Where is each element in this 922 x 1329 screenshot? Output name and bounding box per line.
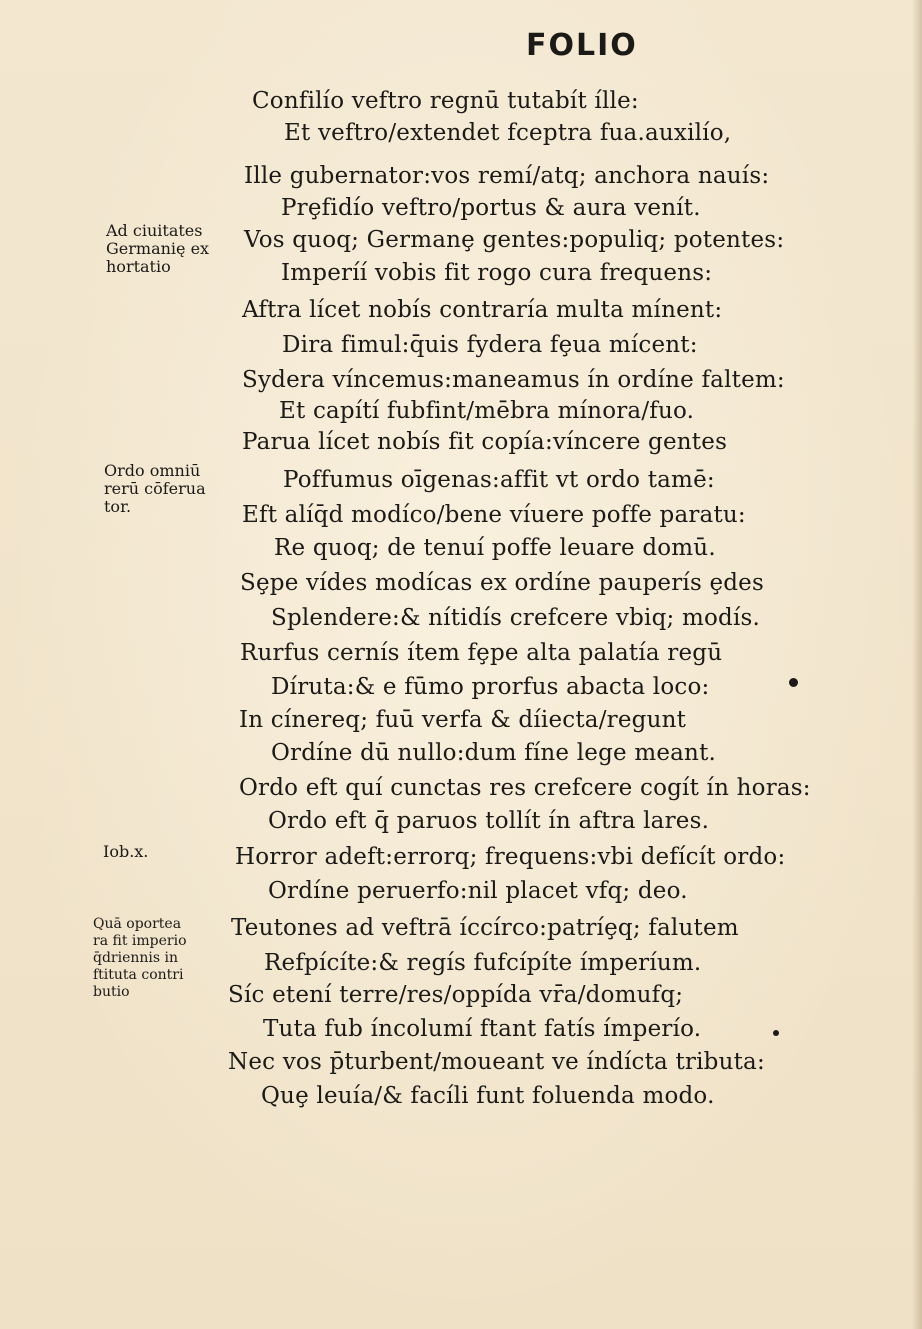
marginal-note-line: butio	[93, 984, 130, 1000]
verse-line-20: Ordíne dū nullo:dum fíne lege meant.	[271, 740, 717, 766]
verse-line-15: Sȩpe vídes modícas ex ordíne pauperís ȩdes	[240, 570, 765, 596]
verse-line-3: Ille gubernator:vos remí/atq; anchora nauís:	[244, 163, 770, 189]
verse-line-29: Nec vos p̄turbent/moueant ve índícta tributa:	[228, 1049, 765, 1075]
marginal-note-line: Quā oportea	[93, 916, 182, 932]
verse-line-9: Sydera víncemus:maneamus ín ordíne faltem:	[242, 367, 785, 393]
verse-line-30: Quȩ leuía/& facíli funt foluenda modo.	[261, 1083, 715, 1109]
verse-line-25: Teutones ad veftrā íccírco:patríȩq; falutem	[231, 915, 739, 941]
verse-line-8: Dira fimul:q̄uis fydera fȩua mícent:	[282, 332, 698, 358]
marginal-note-line: hortatio	[106, 257, 171, 276]
marginal-note-line: tor.	[104, 497, 132, 516]
verse-line-4: Prȩfidío veftro/portus & aura venít.	[281, 195, 701, 221]
ink-spot-mark	[789, 678, 798, 687]
verse-line-27: Síc etení terre/res/oppída vr̄a/domufq;	[228, 982, 684, 1008]
verse-line-19: In cínereq; fuū verfa & díiecta/regunt	[239, 707, 687, 733]
ink-spot-mark	[773, 1030, 779, 1036]
page-edge-shadow	[912, 0, 922, 1329]
verse-line-13: Eft alíq̄d modíco/bene víuere poffe paratu:	[242, 502, 746, 528]
verse-line-22: Ordo eft q̄ paruos tollít ín aftra lares.	[268, 808, 710, 834]
verse-line-11: Parua lícet nobís fit copía:víncere gentes	[242, 429, 728, 455]
marginal-note-line: ftituta contri	[93, 967, 184, 983]
marginal-note-line: q̄driennis in	[93, 950, 179, 966]
marginal-note-line: Ad ciuitates	[106, 221, 203, 240]
verse-line-28: Tuta fub íncolumí ftant fatís ímperío.	[263, 1016, 702, 1042]
verse-line-7: Aftra lícet nobís contraría multa mínent:	[242, 297, 723, 323]
verse-line-24: Ordíne peruerfo:nil placet vfq; deo.	[268, 878, 688, 904]
marginal-note-line: Germanię ex	[106, 239, 210, 258]
verse-line-14: Re quoq; de tenuí poffe leuare domū.	[274, 535, 716, 561]
verse-line-5: Vos quoq; Germanȩ gentes:populiq; potentes:	[244, 227, 785, 253]
marginal-note-line: Iob.x.	[103, 842, 149, 861]
verse-line-1: Confilío veftro regnū tutabít ílle:	[252, 88, 639, 114]
verse-line-2: Et veftro/extendet fceptra fua.auxilío,	[284, 120, 732, 146]
verse-line-6: Imperíí vobis fit rogo cura frequens:	[281, 260, 713, 286]
verse-line-16: Splendere:& nítidís crefcere vbiq; modís.	[271, 605, 761, 631]
marginal-note-civitates	[106, 222, 209, 276]
marginal-note-contributio	[93, 916, 187, 1001]
marginal-note-ordo	[104, 462, 206, 516]
verse-line-17: Rurfus cernís ítem fȩpe alta palatía regū	[240, 640, 723, 666]
marginal-note-iob	[103, 843, 148, 861]
verse-line-26: Refpícíte:& regís fufcípíte ímperíum.	[264, 950, 702, 976]
verse-line-12: Poffumus oīgenas:affit vt ordo tamē:	[283, 467, 715, 493]
verse-line-23: Horror adeft:errorq; frequens:vbi defícít ordo:	[235, 844, 786, 870]
verse-line-10: Et capítí fubfint/mēbra mínora/fuo.	[279, 398, 695, 424]
folio-header: FOLIO	[526, 28, 638, 63]
marginal-note-line: ra fit imperio	[93, 933, 187, 949]
verse-line-21: Ordo eft quí cunctas res crefcere cogít ín horas:	[239, 775, 811, 801]
marginal-note-line: Ordo omniū	[104, 461, 201, 480]
marginal-note-line: rerū cōferua	[104, 479, 206, 498]
verse-line-18: Díruta:& e fūmo prorfus abacta loco:	[271, 674, 710, 700]
